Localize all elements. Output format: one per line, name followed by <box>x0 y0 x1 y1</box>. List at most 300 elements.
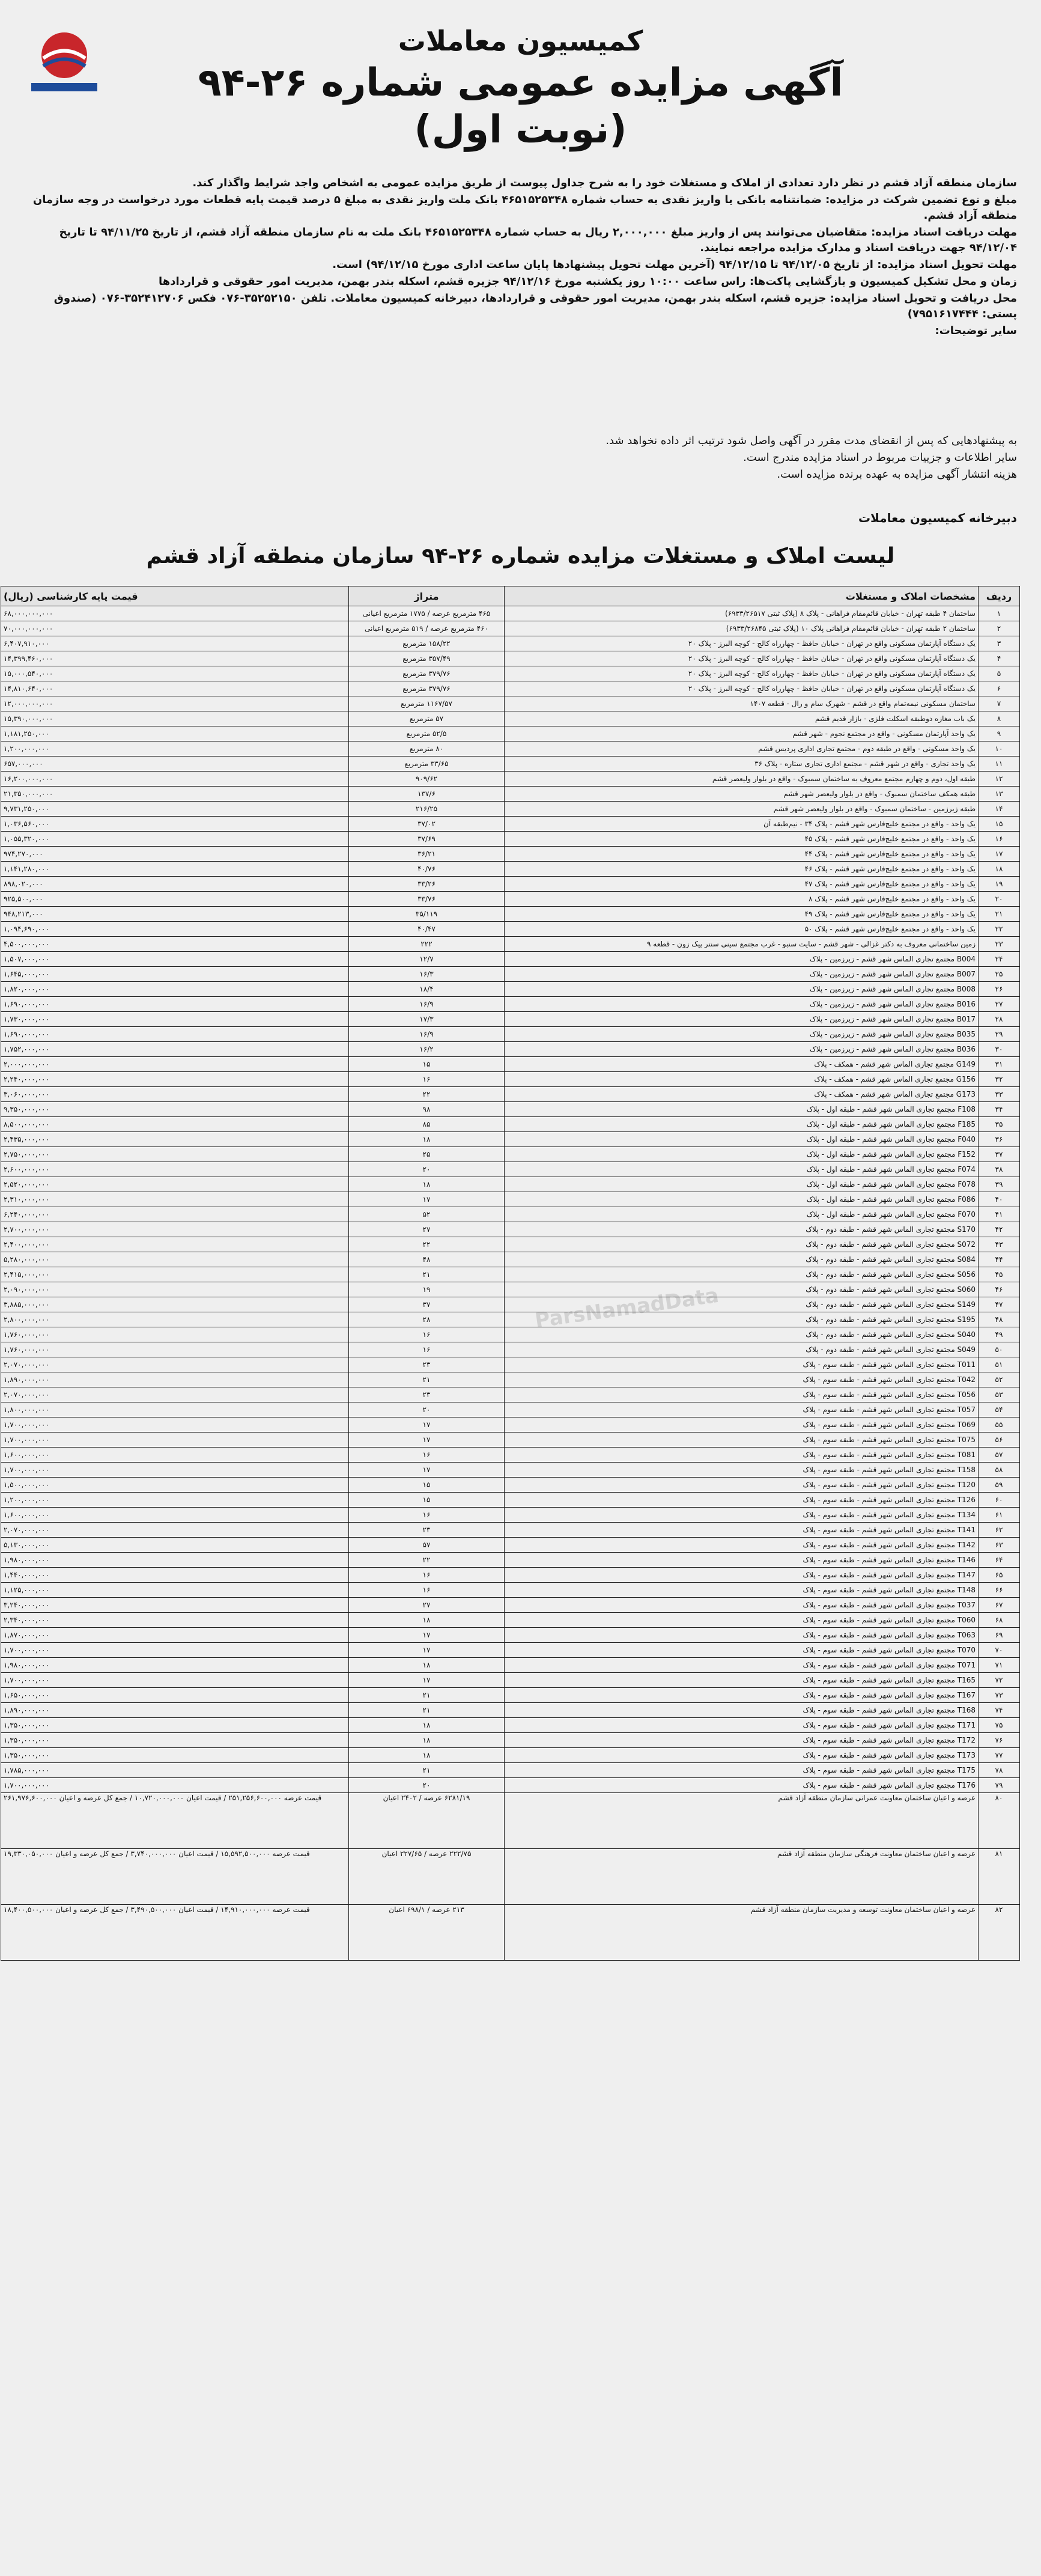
property-area: ۱۸ <box>349 1718 505 1733</box>
property-area: ۳۷/۶۹ <box>349 832 505 847</box>
row-number: ۱ <box>979 606 1020 621</box>
property-description: S195 مجتمع تجاری الماس شهر قشم - طبقه دوم - پلاک <box>505 1312 979 1327</box>
table-row <box>1 1342 1020 1357</box>
table-row <box>1 1147 1020 1162</box>
property-area: ۹۸ <box>349 1102 505 1117</box>
property-description: B017 مجتمع تجاری الماس شهر قشم - زیرزمین - پلاک <box>505 1012 979 1027</box>
base-price: ۲,۵۲۰,۰۰۰,۰۰۰ <box>1 1177 349 1192</box>
base-price: ۲,۰۷۰,۰۰۰,۰۰۰ <box>1 1357 349 1372</box>
base-price: ۵,۲۸۰,۰۰۰,۰۰۰ <box>1 1252 349 1267</box>
header-area: متراژ <box>349 586 505 606</box>
row-number: ۱۳ <box>979 787 1020 802</box>
row-number: ۳۲ <box>979 1072 1020 1087</box>
base-price: ۱,۷۰۰,۰۰۰,۰۰۰ <box>1 1463 349 1478</box>
property-area: ۱۷ <box>349 1463 505 1478</box>
row-number: ۸۱ <box>979 1849 1020 1905</box>
property-description: F152 مجتمع تجاری الماس شهر قشم - طبقه اول - پلاک <box>505 1147 979 1162</box>
row-number: ۴۰ <box>979 1192 1020 1207</box>
base-price: ۴,۵۰۰,۰۰۰,۰۰۰ <box>1 937 349 952</box>
property-description: یک دستگاه آپارتمان مسکونی واقع در تهران - خیابان حافظ - چهارراه کالج - کوچه البرز - پلاک ۲۰ <box>505 651 979 666</box>
table-row <box>1 1207 1020 1222</box>
row-number: ۷ <box>979 696 1020 711</box>
table-row <box>1 1748 1020 1763</box>
table-row <box>1 772 1020 787</box>
row-number: ۴۱ <box>979 1207 1020 1222</box>
base-price: ۳,۰۶۰,۰۰۰,۰۰۰ <box>1 1087 349 1102</box>
base-price: ۱,۰۹۴,۶۹۰,۰۰۰ <box>1 922 349 937</box>
property-area: ۸۵ <box>349 1117 505 1132</box>
base-price: ۱,۷۶۰,۰۰۰,۰۰۰ <box>1 1327 349 1342</box>
property-area: ۴۶۵ مترمربع عرصه / ۱۷۷۵ مترمربع اعیانی <box>349 606 505 621</box>
row-number: ۴۹ <box>979 1327 1020 1342</box>
property-area: ۲۰ <box>349 1162 505 1177</box>
base-price: ۲,۰۷۰,۰۰۰,۰۰۰ <box>1 1387 349 1402</box>
base-price: ۱,۷۰۰,۰۰۰,۰۰۰ <box>1 1673 349 1688</box>
table-row <box>1 787 1020 802</box>
base-price: ۳,۲۴۰,۰۰۰,۰۰۰ <box>1 1598 349 1613</box>
table-row <box>1 1463 1020 1478</box>
table-row <box>1 922 1020 937</box>
property-description: T042 مجتمع تجاری الماس شهر قشم - طبقه سوم - پلاک <box>505 1372 979 1387</box>
base-price: ۸۹۸,۰۲۰,۰۰۰ <box>1 877 349 892</box>
base-price: ۱,۷۸۵,۰۰۰,۰۰۰ <box>1 1763 349 1778</box>
property-area: ۲۲ <box>349 1237 505 1252</box>
base-price: ۱,۰۳۶,۵۶۰,۰۰۰ <box>1 817 349 832</box>
row-number: ۷۱ <box>979 1658 1020 1673</box>
property-area: ۲۱۶/۲۵ <box>349 802 505 817</box>
base-price: ۵,۱۳۰,۰۰۰,۰۰۰ <box>1 1538 349 1553</box>
property-description: یک واحد - واقع در مجتمع خلیج‌فارس شهر قشم - پلاک ۳۴ - نیم‌طبقه آن <box>505 817 979 832</box>
base-price: ۱,۷۳۰,۰۰۰,۰۰۰ <box>1 1012 349 1027</box>
table-body <box>1 606 1020 1961</box>
row-number: ۱۶ <box>979 832 1020 847</box>
property-area: ۳۵۷/۴۹ مترمربع <box>349 651 505 666</box>
table-row <box>1 666 1020 681</box>
base-price: ۲,۲۴۰,۰۰۰,۰۰۰ <box>1 1072 349 1087</box>
base-price: ۲,۶۰۰,۰۰۰,۰۰۰ <box>1 1162 349 1177</box>
watermark: ParsNamadData <box>533 1283 721 1333</box>
table-row <box>1 862 1020 877</box>
row-number: ۴۵ <box>979 1267 1020 1282</box>
base-price: ۱,۳۵۰,۰۰۰,۰۰۰ <box>1 1733 349 1748</box>
property-area: ۳۵/۱۱۹ <box>349 907 505 922</box>
property-description: T147 مجتمع تجاری الماس شهر قشم - طبقه سوم - پلاک <box>505 1568 979 1583</box>
table-row <box>1 1102 1020 1117</box>
row-number: ۶۱ <box>979 1508 1020 1523</box>
property-description: یک دستگاه آپارتمان مسکونی واقع در تهران - خیابان حافظ - چهارراه کالج - کوچه البرز - پلاک ۲۰ <box>505 666 979 681</box>
property-description: T056 مجتمع تجاری الماس شهر قشم - طبقه سوم - پلاک <box>505 1387 979 1402</box>
property-area: ۳۳/۷۶ <box>349 892 505 907</box>
property-area: ۱۹ <box>349 1282 505 1297</box>
property-area: ۳۷۹/۷۶ مترمربع <box>349 681 505 696</box>
base-price: ۲۱,۳۵۰,۰۰۰,۰۰۰ <box>1 787 349 802</box>
row-number: ۴۷ <box>979 1297 1020 1312</box>
table-row <box>1 1433 1020 1448</box>
property-description: F185 مجتمع تجاری الماس شهر قشم - طبقه اول - پلاک <box>505 1117 979 1132</box>
base-price: ۱,۹۸۰,۰۰۰,۰۰۰ <box>1 1658 349 1673</box>
row-number: ۲۳ <box>979 937 1020 952</box>
property-description: T070 مجتمع تجاری الماس شهر قشم - طبقه سوم - پلاک <box>505 1643 979 1658</box>
row-number: ۱۹ <box>979 877 1020 892</box>
table-row <box>1 1793 1020 1849</box>
property-description: S040 مجتمع تجاری الماس شهر قشم - طبقه دوم - پلاک <box>505 1327 979 1342</box>
row-number: ۵۶ <box>979 1433 1020 1448</box>
table-row <box>1 651 1020 666</box>
property-description: T167 مجتمع تجاری الماس شهر قشم - طبقه سوم - پلاک <box>505 1688 979 1703</box>
row-number: ۸۰ <box>979 1793 1020 1849</box>
base-price: ۷۰,۰۰۰,۰۰۰,۰۰۰ <box>1 621 349 636</box>
table-row <box>1 982 1020 997</box>
property-description: F040 مجتمع تجاری الماس شهر قشم - طبقه اول - پلاک <box>505 1132 979 1147</box>
property-description: T158 مجتمع تجاری الماس شهر قشم - طبقه سوم - پلاک <box>505 1463 979 1478</box>
base-price: قیمت عرصه ۱۵,۵۹۲,۵۰۰,۰۰۰ / قیمت اعیان ۳,۷۴۰,۰۰۰,۰۰۰ / جمع کل عرصه و اعیان ۱۹,۳۳۰,۰۵۰,۰۰۰ <box>1 1849 349 1905</box>
property-description: طبقه اول، دوم و چهارم مجتمع معروف به ساختمان سمبوک - واقع در بلوار ولیعصر قشم <box>505 772 979 787</box>
property-description: T081 مجتمع تجاری الماس شهر قشم - طبقه سوم - پلاک <box>505 1448 979 1463</box>
base-price: ۱۴,۸۱۰,۶۴۰,۰۰۰ <box>1 681 349 696</box>
table-row <box>1 1849 1020 1905</box>
base-price: ۲,۴۱۵,۰۰۰,۰۰۰ <box>1 1267 349 1282</box>
property-description: یک واحد - واقع در مجتمع خلیج‌فارس شهر قشم - پلاک ۸ <box>505 892 979 907</box>
row-number: ۳۵ <box>979 1117 1020 1132</box>
row-number: ۵۹ <box>979 1478 1020 1493</box>
table-row <box>1 1568 1020 1583</box>
intro-paragraph: مبلغ و نوع تضمین شرکت در مزایده: ضمانتنامه بانکی یا واریز نقدی به حساب شماره ۴۶۵۱۵۲۵۳۴۸ بانک ملت واریز نقدی به مبلغ ۵ درصد قیمت پایه قطعات مورد درخواست در وجه سازمان منطقه آزاد قشم. <box>32 193 1017 222</box>
row-number: ۱۲ <box>979 772 1020 787</box>
property-description: S060 مجتمع تجاری الماس شهر قشم - طبقه دوم - پلاک <box>505 1282 979 1297</box>
property-description: یک واحد تجاری - واقع در شهر قشم - مجتمع اداری تجاری ستاره - پلاک ۳۶ <box>505 757 979 772</box>
intro-paragraph: سایر توضیحات: <box>935 324 1017 337</box>
property-description: طبقه زیرزمین - ساختمان سمبوک - واقع در بلوار ولیعصر شهر قشم <box>505 802 979 817</box>
property-area: ۱۶/۹ <box>349 1027 505 1042</box>
row-number: ۵ <box>979 666 1020 681</box>
base-price: ۶۸,۰۰۰,۰۰۰,۰۰۰ <box>1 606 349 621</box>
base-price: ۱۵,۳۹۰,۰۰۰,۰۰۰ <box>1 711 349 726</box>
property-description: یک دستگاه آپارتمان مسکونی واقع در تهران - خیابان حافظ - چهارراه کالج - کوچه البرز - پلاک ۲۰ <box>505 681 979 696</box>
property-area: ۱۳۷/۶ <box>349 787 505 802</box>
property-description: T060 مجتمع تجاری الماس شهر قشم - طبقه سوم - پلاک <box>505 1613 979 1628</box>
property-area: ۱۸ <box>349 1177 505 1192</box>
property-area: ۱۷ <box>349 1643 505 1658</box>
property-description: T173 مجتمع تجاری الماس شهر قشم - طبقه سوم - پلاک <box>505 1748 979 1763</box>
base-price: قیمت عرصه ۲۵۱,۲۵۶,۶۰۰,۰۰۰ / قیمت اعیان ۱۰,۷۲۰,۰۰۰,۰۰۰ / جمع کل عرصه و اعیان ۲۶۱,۹۷۶,۶۰۰,۰۰۰ <box>1 1793 349 1849</box>
row-number: ۵۳ <box>979 1387 1020 1402</box>
row-number: ۷۸ <box>979 1763 1020 1778</box>
intro-section <box>24 174 1017 340</box>
table-row <box>1 1012 1020 1027</box>
base-price: ۶,۴۰۷,۹۱۰,۰۰۰ <box>1 636 349 651</box>
row-number: ۷۳ <box>979 1688 1020 1703</box>
table-row <box>1 1402 1020 1417</box>
base-price: ۹۴۸,۲۱۳,۰۰۰ <box>1 907 349 922</box>
property-description: B036 مجتمع تجاری الماس شهر قشم - زیرزمین - پلاک <box>505 1042 979 1057</box>
intro-paragraph: محل دریافت و تحویل اسناد مزایده: جزیره قشم، اسکله بندر بهمن، مدیریت امور حقوقی و قراردادها، دبیرخانه کمیسیون معاملات. تلفن ۳۵۲۵۲۱۵۰-۰۷۶ فکس ۳۵۲۴۱۲۷۰۶-۰۷۶ (صندوق پستی: ۷۹۵۱۶۱۷۴۴۴) <box>53 292 1017 320</box>
table-row <box>1 802 1020 817</box>
property-area: ۴۶۰ مترمربع عرصه / ۵۱۹ مترمربع اعیانی <box>349 621 505 636</box>
row-number: ۵۲ <box>979 1372 1020 1387</box>
table-row <box>1 696 1020 711</box>
row-number: ۷۷ <box>979 1748 1020 1763</box>
table-row <box>1 1132 1020 1147</box>
table-row <box>1 1072 1020 1087</box>
row-number: ۴۴ <box>979 1252 1020 1267</box>
property-description: T168 مجتمع تجاری الماس شهر قشم - طبقه سوم - پلاک <box>505 1703 979 1718</box>
property-area: ۱۶ <box>349 1583 505 1598</box>
row-number: ۶۲ <box>979 1523 1020 1538</box>
row-number: ۲۵ <box>979 967 1020 982</box>
property-area: ۱۷ <box>349 1433 505 1448</box>
auction-title: آگهی مزایده عمومی شماره ۲۶-۹۴ <box>198 61 843 105</box>
property-description: B035 مجتمع تجاری الماس شهر قشم - زیرزمین - پلاک <box>505 1027 979 1042</box>
base-price: ۱,۶۹۰,۰۰۰,۰۰۰ <box>1 997 349 1012</box>
property-area: ۳۷۹/۷۶ مترمربع <box>349 666 505 681</box>
property-description: T134 مجتمع تجاری الماس شهر قشم - طبقه سوم - پلاک <box>505 1508 979 1523</box>
row-number: ۱۵ <box>979 817 1020 832</box>
table-row <box>1 1237 1020 1252</box>
property-area: ۳۳/۶۵ مترمربع <box>349 757 505 772</box>
property-description: ساختمان ۴ طبقه تهران - خیابان قائم‌مقام فراهانی - پلاک ۸ (پلاک ثبتی ۶۹۳۳/۲۶۵۱۷) <box>505 606 979 621</box>
property-description: یک واحد - واقع در مجتمع خلیج‌فارس شهر قشم - پلاک ۴۷ <box>505 877 979 892</box>
base-price: ۱,۶۹۰,۰۰۰,۰۰۰ <box>1 1027 349 1042</box>
table-row <box>1 1718 1020 1733</box>
row-number: ۲۲ <box>979 922 1020 937</box>
table-row <box>1 1417 1020 1433</box>
property-description: T075 مجتمع تجاری الماس شهر قشم - طبقه سوم - پلاک <box>505 1433 979 1448</box>
table-row <box>1 1327 1020 1342</box>
base-price: ۱,۷۰۰,۰۰۰,۰۰۰ <box>1 1433 349 1448</box>
property-area: ۶۲۸۱/۱۹ عرصه / ۲۴۰۲ اعیان <box>349 1793 505 1849</box>
table-row <box>1 1252 1020 1267</box>
table-row <box>1 726 1020 741</box>
base-price: ۲,۰۷۰,۰۰۰,۰۰۰ <box>1 1523 349 1538</box>
row-number: ۲۰ <box>979 892 1020 907</box>
base-price: ۲,۳۴۰,۰۰۰,۰۰۰ <box>1 1613 349 1628</box>
property-description: T148 مجتمع تجاری الماس شهر قشم - طبقه سوم - پلاک <box>505 1583 979 1598</box>
property-area: ۲۱ <box>349 1688 505 1703</box>
property-description: یک واحد - واقع در مجتمع خلیج‌فارس شهر قشم - پلاک ۴۶ <box>505 862 979 877</box>
property-description: عرصه و اعیان ساختمان معاونت عمرانی سازمان منطقه آزاد قشم <box>505 1793 979 1849</box>
intro-paragraph: مهلت تحویل اسناد مزایده: از تاریخ ۹۴/۱۲/۰۵ تا ۹۴/۱۲/۱۵ (آخرین مهلت تحویل پیشنهادها پایان ساعت اداری مورخ ۹۴/۱۲/۱۵) است. <box>332 258 1017 271</box>
property-description: F074 مجتمع تجاری الماس شهر قشم - طبقه اول - پلاک <box>505 1162 979 1177</box>
table-row <box>1 1027 1020 1042</box>
base-price: ۱,۸۹۰,۰۰۰,۰۰۰ <box>1 1372 349 1387</box>
base-price: ۲,۸۰۰,۰۰۰,۰۰۰ <box>1 1312 349 1327</box>
property-area: ۲۱ <box>349 1763 505 1778</box>
property-description: T126 مجتمع تجاری الماس شهر قشم - طبقه سوم - پلاک <box>505 1493 979 1508</box>
base-price: ۹۲۵,۵۰۰,۰۰۰ <box>1 892 349 907</box>
property-area: ۲۱۳ عرصه / ۶۹۸/۱ اعیان <box>349 1905 505 1961</box>
property-area: ۲۱ <box>349 1372 505 1387</box>
row-number: ۴۲ <box>979 1222 1020 1237</box>
table-row <box>1 636 1020 651</box>
property-description: یک واحد مسکونی - واقع در طبقه دوم - مجتمع تجاری اداری پردیس قشم <box>505 741 979 757</box>
property-area: ۱۸ <box>349 1613 505 1628</box>
base-price: ۶۵۷,۰۰۰,۰۰۰ <box>1 757 349 772</box>
row-number: ۲۱ <box>979 907 1020 922</box>
property-area: ۱۸/۴ <box>349 982 505 997</box>
base-price: ۱,۵۰۰,۰۰۰,۰۰۰ <box>1 1478 349 1493</box>
table-row <box>1 1733 1020 1748</box>
base-price: ۱,۸۲۰,۰۰۰,۰۰۰ <box>1 982 349 997</box>
base-price: ۲,۴۰۰,۰۰۰,۰۰۰ <box>1 1237 349 1252</box>
table-row <box>1 621 1020 636</box>
base-price: ۱,۵۰۷,۰۰۰,۰۰۰ <box>1 952 349 967</box>
header-price: قیمت پایه کارشناسی (ریال) <box>1 586 349 606</box>
property-area: ۲۷ <box>349 1222 505 1237</box>
table-row <box>1 1057 1020 1072</box>
row-number: ۸۲ <box>979 1905 1020 1961</box>
row-number: ۱۸ <box>979 862 1020 877</box>
base-price: ۲,۴۳۵,۰۰۰,۰۰۰ <box>1 1132 349 1147</box>
property-description: یک واحد - واقع در مجتمع خلیج‌فارس شهر قشم - پلاک ۴۵ <box>505 832 979 847</box>
row-number: ۳۷ <box>979 1147 1020 1162</box>
property-description: T011 مجتمع تجاری الماس شهر قشم - طبقه سوم - پلاک <box>505 1357 979 1372</box>
row-number: ۱۷ <box>979 847 1020 862</box>
base-price: ۱,۲۰۰,۰۰۰,۰۰۰ <box>1 741 349 757</box>
base-price: ۱,۷۵۲,۰۰۰,۰۰۰ <box>1 1042 349 1057</box>
base-price: ۱,۸۹۰,۰۰۰,۰۰۰ <box>1 1703 349 1718</box>
property-area: ۱۶ <box>349 1072 505 1087</box>
row-number: ۱۰ <box>979 741 1020 757</box>
property-area: ۲۱ <box>349 1703 505 1718</box>
row-number: ۸ <box>979 711 1020 726</box>
base-price: ۶,۲۴۰,۰۰۰,۰۰۰ <box>1 1207 349 1222</box>
base-price: قیمت عرصه ۱۴,۹۱۰,۰۰۰,۰۰۰ / قیمت اعیان ۳,۴۹۰,۵۰۰,۰۰۰ / جمع کل عرصه و اعیان ۱۸,۴۰۰,۵۰۰,۰۰۰ <box>1 1905 349 1961</box>
note-line: سایر اطلاعات و جزییات مربوط در اسناد مزایده مندرج است. <box>743 451 1017 464</box>
row-number: ۵۴ <box>979 1402 1020 1417</box>
property-description: یک واحد - واقع در مجتمع خلیج‌فارس شهر قشم - پلاک ۴۴ <box>505 847 979 862</box>
property-description: ساختمان ۲ طبقه تهران - خیابان قائم‌مقام فراهانی پلاک ۱۰ (پلاک ثبتی ۶۹۳۳/۲۶۸۴۵) <box>505 621 979 636</box>
property-area: ۸۰ مترمربع <box>349 741 505 757</box>
property-area: ۴۰/۷۶ <box>349 862 505 877</box>
row-number: ۶۶ <box>979 1583 1020 1598</box>
base-price: ۲,۰۰۰,۰۰۰,۰۰۰ <box>1 1057 349 1072</box>
row-number: ۲۶ <box>979 982 1020 997</box>
base-price: ۱,۱۲۵,۰۰۰,۰۰۰ <box>1 1583 349 1598</box>
row-number: ۷۴ <box>979 1703 1020 1718</box>
base-price: ۱۵,۰۰۰,۵۴۰,۰۰۰ <box>1 666 349 681</box>
base-price: ۸,۵۰۰,۰۰۰,۰۰۰ <box>1 1117 349 1132</box>
property-description: S084 مجتمع تجاری الماس شهر قشم - طبقه دوم - پلاک <box>505 1252 979 1267</box>
property-description: T141 مجتمع تجاری الماس شهر قشم - طبقه سوم - پلاک <box>505 1523 979 1538</box>
base-price: ۱,۶۰۰,۰۰۰,۰۰۰ <box>1 1508 349 1523</box>
table-row <box>1 892 1020 907</box>
table-row <box>1 997 1020 1012</box>
row-number: ۷۶ <box>979 1733 1020 1748</box>
base-price: ۱,۸۷۰,۰۰۰,۰۰۰ <box>1 1628 349 1643</box>
row-number: ۶۰ <box>979 1493 1020 1508</box>
base-price: ۱,۱۴۱,۲۸۰,۰۰۰ <box>1 862 349 877</box>
property-area: ۱۷ <box>349 1628 505 1643</box>
notes-section <box>24 433 1017 483</box>
property-area: ۲۲ <box>349 1553 505 1568</box>
property-area: ۱۸ <box>349 1132 505 1147</box>
property-area: ۱۵۸/۲۲ مترمربع <box>349 636 505 651</box>
row-number: ۳۸ <box>979 1162 1020 1177</box>
table-row <box>1 967 1020 982</box>
intro-paragraph: زمان و محل تشکیل کمیسیون و بازگشایی پاکت‌ها: راس ساعت ۱۰:۰۰ روز یکشنبه مورخ ۹۴/۱۲/۱۶ جزیره قشم، اسکله بندر بهمن، مدیریت امور حقوقی و قراردادها <box>159 275 1017 288</box>
property-area: ۳۷/۰۲ <box>349 817 505 832</box>
base-price: ۱,۷۶۰,۰۰۰,۰۰۰ <box>1 1342 349 1357</box>
row-number: ۳۱ <box>979 1057 1020 1072</box>
table-row <box>1 877 1020 892</box>
property-description: B016 مجتمع تجاری الماس شهر قشم - زیرزمین - پلاک <box>505 997 979 1012</box>
base-price: ۱,۷۰۰,۰۰۰,۰۰۰ <box>1 1778 349 1793</box>
property-description: T057 مجتمع تجاری الماس شهر قشم - طبقه سوم - پلاک <box>505 1402 979 1417</box>
property-area: ۲۲۲/۷۵ عرصه / ۲۲۷/۶۵ اعیان <box>349 1849 505 1905</box>
table-row <box>1 1312 1020 1327</box>
property-description: T071 مجتمع تجاری الماس شهر قشم - طبقه سوم - پلاک <box>505 1658 979 1673</box>
table-row <box>1 1222 1020 1237</box>
table-row <box>1 817 1020 832</box>
row-number: ۶۵ <box>979 1568 1020 1583</box>
table-row <box>1 1448 1020 1463</box>
base-price: ۹,۳۵۰,۰۰۰,۰۰۰ <box>1 1102 349 1117</box>
property-area: ۱۸ <box>349 1733 505 1748</box>
property-area: ۳۶/۲۱ <box>349 847 505 862</box>
property-description: T146 مجتمع تجاری الماس شهر قشم - طبقه سوم - پلاک <box>505 1553 979 1568</box>
base-price: ۳,۸۸۵,۰۰۰,۰۰۰ <box>1 1297 349 1312</box>
property-area: ۱۵ <box>349 1478 505 1493</box>
property-area: ۵۲/۵ مترمربع <box>349 726 505 741</box>
property-description: یک دستگاه آپارتمان مسکونی واقع در تهران - خیابان حافظ - چهارراه کالج - کوچه البرز - پلاک ۲۰ <box>505 636 979 651</box>
property-description: G149 مجتمع تجاری الماس شهر قشم - همکف - پلاک <box>505 1057 979 1072</box>
table-row <box>1 1613 1020 1628</box>
property-area: ۱۶ <box>349 1508 505 1523</box>
base-price: ۱,۶۰۰,۰۰۰,۰۰۰ <box>1 1448 349 1463</box>
base-price: ۲,۷۵۰,۰۰۰,۰۰۰ <box>1 1147 349 1162</box>
base-price: ۲,۷۰۰,۰۰۰,۰۰۰ <box>1 1222 349 1237</box>
property-description: T063 مجتمع تجاری الماس شهر قشم - طبقه سوم - پلاک <box>505 1628 979 1643</box>
row-number: ۷۲ <box>979 1673 1020 1688</box>
row-number: ۴ <box>979 651 1020 666</box>
property-area: ۱۷ <box>349 1673 505 1688</box>
table-row <box>1 907 1020 922</box>
property-area: ۱۷ <box>349 1192 505 1207</box>
table-row <box>1 1357 1020 1372</box>
property-description: عرصه و اعیان ساختمان معاونت فرهنگی سازمان منطقه آزاد قشم <box>505 1849 979 1905</box>
header-no: ردیف <box>979 586 1020 606</box>
property-area: ۱۱۶۷/۵۷ مترمربع <box>349 696 505 711</box>
row-number: ۷۵ <box>979 1718 1020 1733</box>
row-number: ۶۹ <box>979 1628 1020 1643</box>
base-price: ۱,۲۰۰,۰۰۰,۰۰۰ <box>1 1493 349 1508</box>
table-row <box>1 681 1020 696</box>
property-description: زمین ساختمانی معروف به دکتر غزالی - شهر قشم - سایت سنبو - غرب مجتمع سینی سنتر پیک زون - قطعه ۹ <box>505 937 979 952</box>
row-number: ۷۰ <box>979 1643 1020 1658</box>
base-price: ۹۷۴,۲۷۰,۰۰۰ <box>1 847 349 862</box>
row-number: ۵۸ <box>979 1463 1020 1478</box>
note-line: به پیشنهادهایی که پس از انقضای مدت مقرر در آگهی واصل شود ترتیب اثر داده نخواهد شد. <box>605 434 1017 447</box>
table-row <box>1 1387 1020 1402</box>
base-price: ۱,۷۰۰,۰۰۰,۰۰۰ <box>1 1417 349 1433</box>
property-area: ۲۰ <box>349 1402 505 1417</box>
table-row <box>1 1087 1020 1102</box>
base-price: ۱,۴۴۰,۰۰۰,۰۰۰ <box>1 1568 349 1583</box>
table-row <box>1 1523 1020 1538</box>
property-description: T037 مجتمع تجاری الماس شهر قشم - طبقه سوم - پلاک <box>505 1598 979 1613</box>
property-description: طبقه همکف ساختمان سمبوک - واقع در بلوار ولیعصر شهر قشم <box>505 787 979 802</box>
table-row <box>1 1192 1020 1207</box>
table-row <box>1 1372 1020 1387</box>
row-number: ۶ <box>979 681 1020 696</box>
base-price: ۱,۳۵۰,۰۰۰,۰۰۰ <box>1 1718 349 1733</box>
property-description: F078 مجتمع تجاری الماس شهر قشم - طبقه اول - پلاک <box>505 1177 979 1192</box>
property-description: ساختمان مسکونی نیمه‌تمام واقع در قشم - شهرک سام و رال - قطعه ۱۴۰۷ <box>505 696 979 711</box>
table-row <box>1 1905 1020 1961</box>
table-row <box>1 1282 1020 1297</box>
property-description: T175 مجتمع تجاری الماس شهر قشم - طبقه سوم - پلاک <box>505 1763 979 1778</box>
row-number: ۷۹ <box>979 1778 1020 1793</box>
